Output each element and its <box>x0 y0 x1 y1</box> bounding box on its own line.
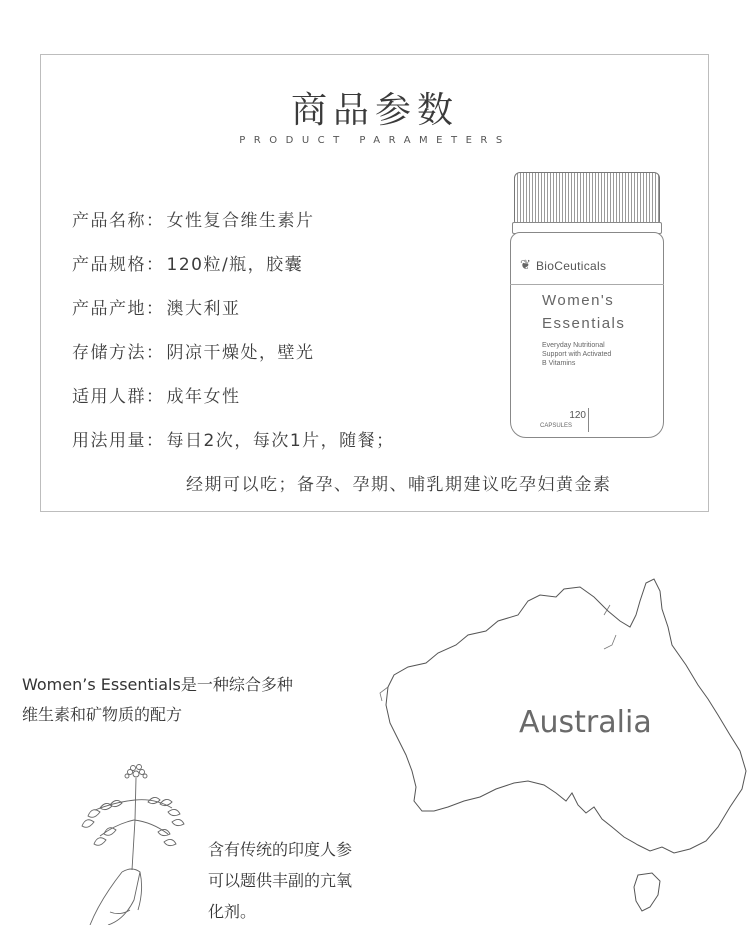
herb-text-line: 含有传统的印度人参 <box>208 840 353 859</box>
param-label: 产品产地： <box>72 299 165 319</box>
param-value: 120粒/瓶，胶囊 <box>166 255 304 275</box>
bottle-brand: BioCeuticals <box>536 259 607 273</box>
product-bottle-illustration <box>506 166 676 438</box>
herb-text-line: 化剂。 <box>208 902 257 921</box>
herb-text-line: 可以题供丰副的亢氧 <box>208 871 353 890</box>
description-line: 维生素和矿物质的配方 <box>22 705 183 724</box>
bottle-count-unit: CAPSULES <box>540 423 573 429</box>
param-value: 成年女性 <box>166 387 241 407</box>
bottle-divider <box>510 284 664 285</box>
bottle-count-bar <box>588 408 589 432</box>
map-label: Australia <box>519 705 652 740</box>
param-value: 澳大利亚 <box>166 299 241 319</box>
param-row-dosage <box>72 426 395 451</box>
param-row-name <box>72 206 315 231</box>
param-label: 产品规格： <box>72 255 165 275</box>
param-row-storage <box>72 338 315 363</box>
description-line: Women’s Essentials是一种综合多种 <box>22 675 293 694</box>
product-description <box>22 670 362 730</box>
bottle-product-name-line2: Essentials <box>542 315 626 332</box>
page-subtitle: PRODUCT PARAMETERS <box>239 135 511 146</box>
herb-description <box>208 834 352 927</box>
leaf-logo-icon: ❦ <box>520 258 531 273</box>
param-value: 每日2次，每次1片，随餐； <box>166 431 395 451</box>
param-row-origin <box>72 294 241 319</box>
param-row-spec <box>72 250 303 275</box>
param-value: 阴凉干燥处，壁光 <box>166 343 315 363</box>
australia-map-illustration <box>368 575 750 925</box>
param-dosage-continuation: 经期可以吃；备孕、孕期、哺乳期建议吃孕妇黄金素 <box>186 475 612 495</box>
bottle-desc-line: Everyday Nutritional <box>542 342 605 349</box>
bottle-desc-line: B Vitamins <box>542 360 576 367</box>
bottle-description <box>542 341 662 368</box>
param-label: 适用人群： <box>72 387 165 407</box>
param-value: 女性复合维生素片 <box>166 211 315 231</box>
bottle-desc-line: Support with Activated <box>542 351 612 358</box>
bottle-lid <box>514 172 660 224</box>
bottle-count: 120 <box>569 410 586 421</box>
param-label: 产品名称： <box>72 211 165 231</box>
bottle-product-name-line1: Women's <box>542 292 615 309</box>
ginseng-herb-illustration <box>60 760 190 925</box>
page-title: 商品参数 <box>290 90 459 131</box>
param-row-audience <box>72 382 241 407</box>
param-label: 用法用量： <box>72 431 165 451</box>
param-label: 存储方法： <box>72 343 165 363</box>
